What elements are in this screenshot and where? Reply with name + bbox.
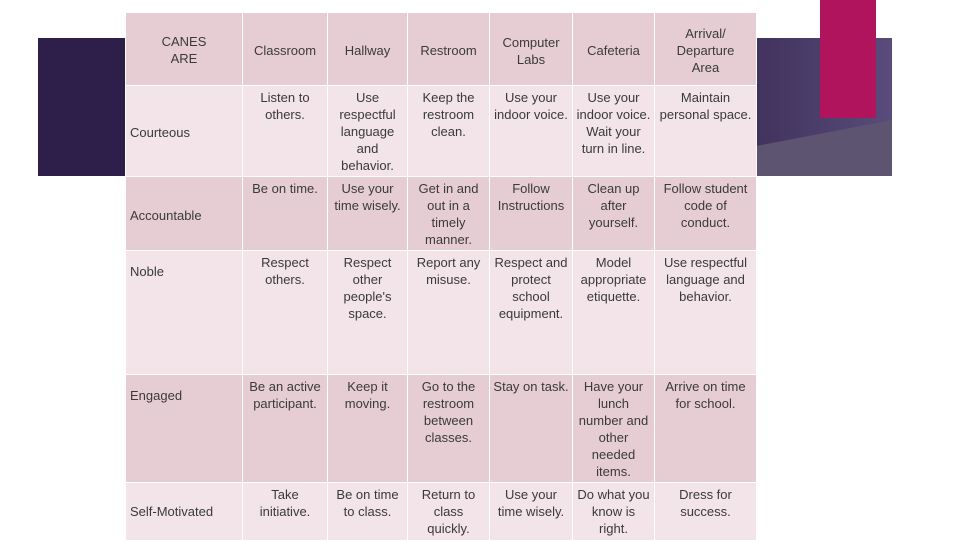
expectations-matrix — [125, 12, 757, 541]
column-header-classroom: Classroom — [243, 13, 328, 86]
table-row — [126, 375, 757, 483]
table-cell: Return to class quickly. — [408, 483, 490, 541]
table-cell: Respect and protect school equipment. — [490, 251, 573, 375]
table-cell: Be on time. — [243, 177, 328, 251]
table-cell: Use your time wisely. — [490, 483, 573, 541]
table-row — [126, 483, 757, 541]
column-header-arrival-departure: Arrival/ Departure Area — [655, 13, 757, 86]
table-cell: Listen to others. — [243, 86, 328, 177]
table-cell: Be an active participant. — [243, 375, 328, 483]
table-cell: Have your lunch number and other needed items. — [573, 375, 655, 483]
table-cell: Use your indoor voice. Wait your turn in line. — [573, 86, 655, 177]
row-header-courteous: Courteous — [126, 86, 243, 177]
table-cell: Get in and out in a timely manner. — [408, 177, 490, 251]
table-cell: Follow student code of conduct. — [655, 177, 757, 251]
corner-cell — [126, 13, 243, 86]
table-cell: Use respectful language and behavior. — [655, 251, 757, 375]
table-cell: Keep it moving. — [328, 375, 408, 483]
table-cell: Follow Instructions — [490, 177, 573, 251]
column-header-restroom: Restroom — [408, 13, 490, 86]
column-header-computer-labs: Computer Labs — [490, 13, 573, 86]
table-row — [126, 251, 757, 375]
row-header-accountable: Accountable — [126, 177, 243, 251]
column-header-hallway: Hallway — [328, 13, 408, 86]
column-header-cafeteria: Cafeteria — [573, 13, 655, 86]
table-cell: Use your indoor voice. — [490, 86, 573, 177]
table-cell: Do what you know is right. — [573, 483, 655, 541]
table-cell: Respect other people's space. — [328, 251, 408, 375]
table-cell: Model appropriate etiquette. — [573, 251, 655, 375]
table-cell: Take initiative. — [243, 483, 328, 541]
table-cell: Go to the restroom between classes. — [408, 375, 490, 483]
table-cell: Keep the restroom clean. — [408, 86, 490, 177]
table-cell: Maintain personal space. — [655, 86, 757, 177]
table-cell: Use respectful language and behavior. — [328, 86, 408, 177]
row-header-engaged: Engaged — [126, 375, 243, 483]
table-cell: Arrive on time for school. — [655, 375, 757, 483]
table-cell: Stay on task. — [490, 375, 573, 483]
table-row — [126, 177, 757, 251]
table-cell: Dress for success. — [655, 483, 757, 541]
row-header-noble: Noble — [126, 251, 243, 375]
accent-bar — [820, 0, 876, 118]
header-row — [126, 13, 757, 86]
table-row — [126, 86, 757, 177]
table-cell: Be on time to class. — [328, 483, 408, 541]
table-cell: Report any misuse. — [408, 251, 490, 375]
corner-label: CANES ARE — [161, 34, 207, 66]
table-cell: Use your time wisely. — [328, 177, 408, 251]
table-cell: Respect others. — [243, 251, 328, 375]
row-header-self-motivated: Self-Motivated — [126, 483, 243, 541]
table-cell: Clean up after yourself. — [573, 177, 655, 251]
